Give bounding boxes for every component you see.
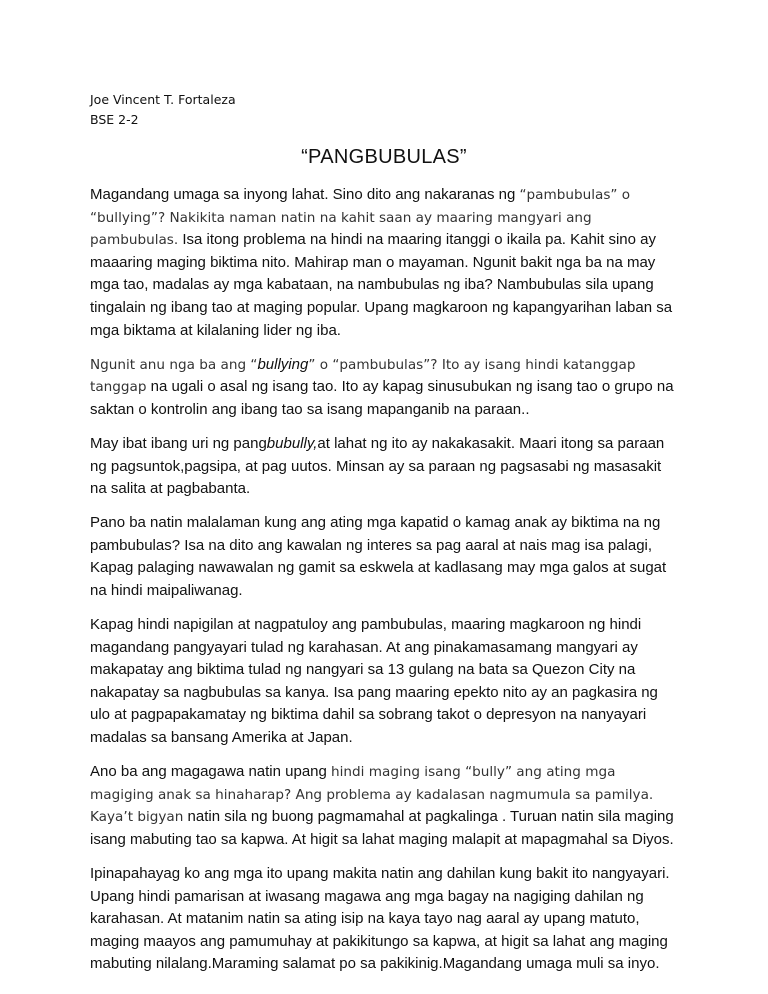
paragraph-7: Ipinapahayag ko ang mga ito upang makita natin ang dahilan kung bakit ito nangyayari. Upang hindi pamarisan at iwasang magawa ang mga bagay na nagiging dahilan ng karahasan. At matanim natin sa ating isip na kaya tayo nag aaral ay upang matuto, maging maayos ang pamumuhay at pakikitungo sa kapwa, at higit sa lahat ang maging mabuting nilalang.Maraming salamat po sa pakikinig.Magandang umaga muli sa inyo. <box>90 865 670 973</box>
paragraph-1-part-b: “pambubulas” o “bullying”? Nakikita naman natin na kahit saan ay maaring mangyari ang pambubulas. <box>90 187 631 249</box>
paragraph-1-part-a: Magandang umaga sa inyong lahat. Sino dito ang nakaranas ng <box>90 186 520 203</box>
paragraph-6 <box>90 761 680 851</box>
paragraph-2-bullying-term: bullying <box>257 355 309 373</box>
paragraph-1-part-c: Isa itong problema na hindi na maaring itanggi o ikaila pa. Kahit sino ay maaaring maging biktima nito. Mahirap man o mayaman. Ngunit bakit nga ba na may mga tao, madalas ay mga kabataan, na nambubulas ng iba? Nambubulas sila upang tingalain ng ibang tao at maging popular. Upang magkaroon ng kapangyarihan laban sa mga biktama at kilalaning lider ng iba. <box>90 231 673 339</box>
paragraph-1 <box>90 184 680 342</box>
author-block <box>90 90 236 130</box>
author-name: Joe Vincent T. Fortaleza <box>90 92 236 107</box>
paragraph-2-part-c: ” o “pambubulas”? Ito ay isang hindi katanggap tanggap <box>90 356 636 396</box>
paragraph-3-bubully-term: bubully, <box>266 434 318 452</box>
paragraph-3-part-a: May ibat ibang uri ng pang <box>90 434 267 452</box>
author-section: BSE 2-2 <box>90 112 139 127</box>
paragraph-3-part-c: at lahat ng ito ay nakakasakit. Maari itong sa paraan ng pagsuntok,pagsipa, at pag uutos. Minsan ay sa paraan ng pagsasabi ng masasakit na salita at pagbabanta. <box>90 434 665 498</box>
document-body <box>90 184 680 988</box>
paragraph-2 <box>90 354 680 422</box>
paragraph-4: Pano ba natin malalaman kung ang ating mga kapatid o kamag anak ay biktima na ng pambubulas? Isa na dito ang kawalan ng interes sa pag aaral at nais mag isa palagi, Kapag palaging nawawalan ng gamit sa eskwela at kadlasang may mga galos at sugat na hindi maipaliwanag. <box>90 514 667 599</box>
document-title: “PANGBUBULAS” <box>301 146 467 168</box>
paragraph-6-part-a: Ano ba ang magagawa natin upang <box>90 763 332 781</box>
paragraph-2-part-d: na ugali o asal ng isang tao. Ito ay kapag sinusubukan ng isang tao o grupo na saktan o kontrolin ang ibang tao sa isang mapanganib na paraan.. <box>90 378 674 418</box>
paragraph-2-part-a: Ngunit anu nga ba ang “ <box>90 356 258 373</box>
paragraph-3 <box>90 433 680 501</box>
paragraph-6-part-b: hindi maging isang “bully” ang ating mga magiging anak sa hinaharap? Ang problema ay kadalasan nagmumula sa pamilya. Kaya’t bigyan <box>90 764 654 826</box>
paragraph-5: Kapag hindi napigilan at nagpatuloy ang pambubulas, maaring magkaroon ng hindi magandang pangyayari tulad ng karahasan. At ang pinakamasamang mangyari ay makapatay ang biktima tulad ng nangyari sa 13 gulang na bata sa Quezon City na nakapatay sa nagbubulas sa kanya. Isa pang maaring epekto nito ay an pagkasira ng ulo at pagpapakamatay ng biktima dahil sa sobrang takot o depresyon na nanyayari madalas sa bansang Amerika at Japan. <box>90 616 658 747</box>
paragraph-6-part-c: natin sila ng buong pagmamahal at pagkalinga . Turuan natin sila maging isang mabuting tao sa kapwa. At higit sa lahat maging malapit at mapagmahal sa Diyos. <box>90 808 674 848</box>
